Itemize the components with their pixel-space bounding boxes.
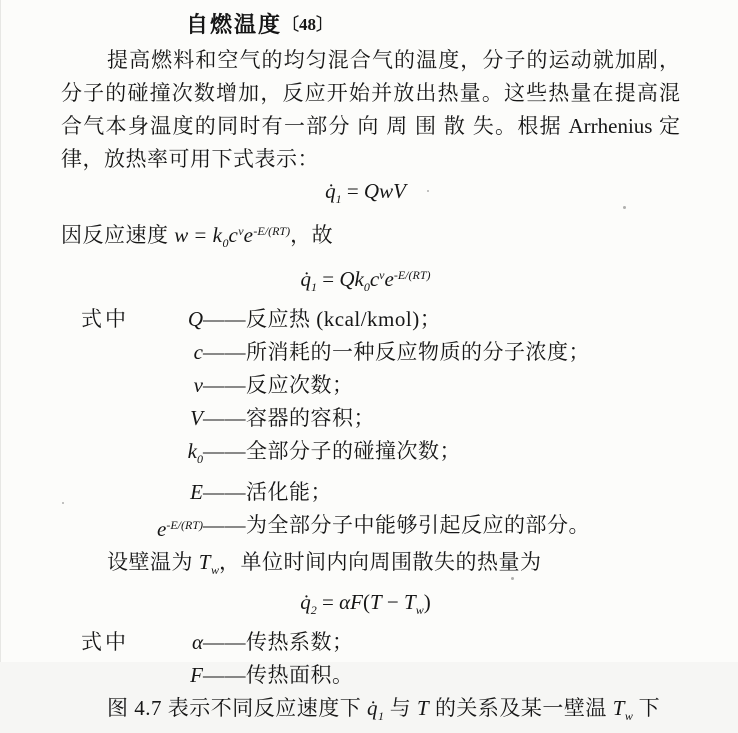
definition-row bbox=[61, 402, 680, 435]
reaction-rate-line: 因反应速度 $w = k_0c^\nu e^{-E/(RT)}$，故 bbox=[61, 223, 334, 250]
definition-term: $k_0$ bbox=[187, 439, 203, 466]
definition-desc: ——全部分子的碰撞次数； bbox=[203, 439, 461, 463]
definition-term: $e^{-E/(RT)}$ bbox=[157, 517, 203, 541]
where-label: 式中 bbox=[81, 630, 129, 654]
definition-desc: ——活化能； bbox=[203, 480, 332, 504]
definition-term: α bbox=[191, 630, 203, 654]
definition-desc: ——容器的容积； bbox=[203, 406, 375, 430]
definition-desc: ——为全部分子中能够引起反应的部分。 bbox=[203, 513, 590, 537]
paragraph-line: 提高燃料和空气的均匀混合气的温度，分子的运动就加剧， bbox=[107, 48, 680, 72]
definition-row bbox=[61, 336, 680, 369]
paragraph-line: 分子的碰撞次数增加，反应开始并放出热量。这些热量在提高混 bbox=[61, 81, 680, 105]
equation-q2-heat-loss: $q̇_2 = \alpha F(T - T_w)$ bbox=[300, 590, 431, 617]
where-label: 式中 bbox=[81, 307, 129, 331]
citation-ref: 〔48〕 bbox=[282, 15, 334, 34]
definition-row bbox=[61, 303, 680, 336]
scan-noise-dot bbox=[511, 577, 514, 580]
scan-noise-dot bbox=[623, 206, 626, 209]
paragraph-line: 合气本身温度的同时有一部分 向 周 围 散 失。根据 Arrhenius 定 bbox=[61, 114, 680, 138]
scan-noise-dot bbox=[62, 502, 64, 504]
wall-temperature-line: 设壁温为 $T_w$，单位时间内向周围散失的热量为 bbox=[107, 550, 542, 577]
definition-desc: ——所消耗的一种反应物质的分子浓度； bbox=[203, 340, 590, 364]
definition-row bbox=[61, 435, 680, 476]
section-title: 自燃温度 bbox=[186, 12, 283, 37]
definition-row bbox=[61, 509, 680, 546]
definition-term: E bbox=[190, 480, 203, 504]
definition-row bbox=[61, 626, 680, 659]
definition-term: F bbox=[190, 663, 203, 687]
figure-reference-line: 图 4.7 表示不同反应速度下 $q̇_1$ 与 T 的关系及某一壁温 $T_w$ 下 bbox=[107, 696, 661, 723]
scan-noise-dot bbox=[427, 190, 429, 192]
definition-row bbox=[61, 659, 680, 692]
definition-term: Q bbox=[187, 307, 203, 331]
definition-desc: ——传热系数； bbox=[203, 630, 354, 654]
section-heading bbox=[186, 8, 680, 44]
definition-desc: ——传热面积。 bbox=[203, 663, 354, 687]
definition-desc: ——反应次数； bbox=[203, 373, 354, 397]
equation-q1-simple: $q̇_1$ = QwV bbox=[325, 179, 406, 206]
paragraph-line: 律，放热率可用下式表示： bbox=[61, 147, 319, 171]
definition-row bbox=[61, 369, 680, 402]
definition-row bbox=[61, 476, 680, 509]
definition-term: ν bbox=[193, 373, 203, 397]
equation-q1-full: $q̇_1 = Qk_0c^\nu e^{-E/(RT)}$ bbox=[300, 267, 431, 294]
definition-desc: ——反应热 (kcal/kmol)； bbox=[203, 307, 442, 331]
definition-term: c bbox=[193, 340, 203, 364]
definition-term: V bbox=[190, 406, 203, 430]
